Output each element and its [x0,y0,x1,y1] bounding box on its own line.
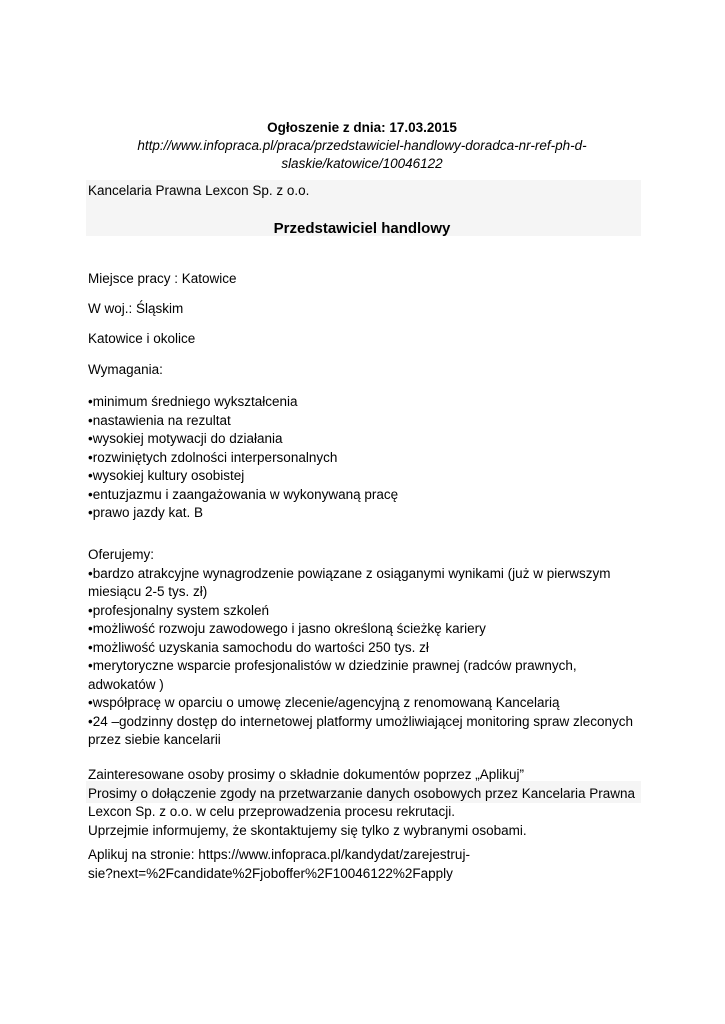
offer-line: •24 –godzinny dostęp do internetowej platformy umożliwiającej monitoring spraw zleconych [88,713,634,729]
offer-line: miesiącu 2-5 tys. zł) [88,584,208,599]
job-title: Przedstawiciel handlowy [273,220,451,237]
apply-line-1: Aplikuj na stronie: https://www.infopraca.pl/kandydat/zarejestruj- [88,847,470,862]
list-item: •entuzjazmu i zaangażowania w wykonywaną pracę [88,486,399,502]
closing-line: Uprzejmie informujemy, że skontaktujemy się tylko z wybranymi osobami. [88,822,527,838]
offer-section [88,546,636,750]
list-item: •nastawienia na rezultat [88,412,231,428]
apply-line-2: sie?next=%2Fcandidate%2Fjoboffer%2F10046122%2Fapply [88,865,453,881]
requirements-list [88,393,636,523]
source-url-line-1: http://www.infopraca.pl/praca/przedstawiciel-handlowy-doradca-nr-ref-ph-d- [137,138,587,153]
announcement-date: Ogłoszenie z dnia: 17.03.2015 [267,120,457,135]
closing-line: Prosimy o dołączenie zgody na przetwarzanie danych osobowych przez Kancelaria Prawna [88,785,636,801]
list-item: •minimum średniego wykształcenia [88,394,298,409]
offer-heading: Oferujemy: [88,547,155,562]
closing-section [88,766,636,840]
closing-line: Zainteresowane osoby prosimy o składnie dokumentów poprzez „Aplikuj” [88,767,524,782]
region: W woj.: Śląskim [88,301,184,316]
requirements-heading: Wymagania: [88,362,163,377]
apply-section [88,846,636,883]
offer-line: •merytoryczne wsparcie profesjonalistów w dziedzinie prawnej (radców prawnych, [88,658,577,673]
offer-line: •możliwość rozwoju zawodowego i jasno określoną ścieżkę kariery [88,621,486,636]
document-header [88,119,636,173]
list-item: •wysokiej kultury osobistej [88,468,245,483]
source-url-line-2: slaskie/katowice/10046122 [281,156,443,171]
list-item: •prawo jazdy kat. B [88,505,204,520]
offer-line: przez siebie kancelarii [88,732,221,747]
company-name: Kancelaria Prawna Lexcon Sp. z o.o. [88,183,310,198]
closing-line: Lexcon Sp. z o.o. w celu przeprowadzenia procesu rekrutacji. [88,804,455,819]
offer-line: •możliwość uzyskania samochodu do wartości 250 tys. zł [88,639,429,655]
list-item: •rozwiniętych zdolności interpersonalnych [88,449,338,465]
list-item: •wysokiej motywacji do działania [88,431,283,446]
offer-line: •bardzo atrakcyjne wynagrodzenie powiązane z osiąganymi wynikami (już w pierwszym [88,565,611,581]
offer-line: adwokatów ) [88,676,164,692]
offer-line: •profesjonalny system szkoleń [88,602,270,618]
area: Katowice i okolice [88,331,196,346]
workplace: Miejsce pracy : Katowice [88,271,237,286]
offer-line: •współpracę w oparciu o umowę zlecenie/agencyjną z renomowaną Kancelarią [88,695,560,710]
